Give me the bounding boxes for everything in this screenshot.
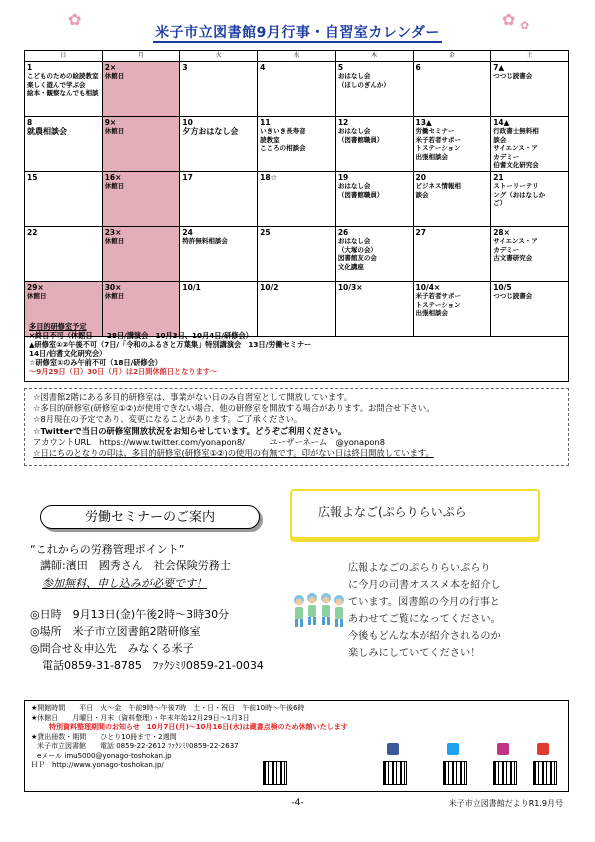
day-number: 28×: [493, 228, 510, 237]
day-number: 10/3×: [337, 283, 363, 292]
schedule-note: ▲研修室①②午後不可（7日/「令和のふるさと万葉集」特別講演会 13日/労働セミナー: [29, 340, 312, 349]
day-events: おはなし会 （大塚の会） 図書館友の会 文化講座: [337, 237, 377, 271]
twitter-icon[interactable]: [447, 743, 459, 755]
qr-code-icon: [493, 761, 517, 785]
calendar-day-cell: [102, 62, 180, 117]
day-number: 8: [27, 118, 33, 127]
day-number: 18☆: [260, 173, 278, 182]
day-number: 9×: [104, 118, 117, 127]
day-events: 行政書士無料相 談会 サイエンス・ア カデミー 伯耆文化研究会: [493, 127, 539, 169]
study-room-info-box: [24, 388, 569, 466]
weekday-header: 木: [335, 51, 413, 62]
day-number: 4: [260, 63, 266, 72]
day-events: こどものための絵読教室 楽しく遊んで学ぶ会 絵本・観察なんでも相談: [27, 72, 99, 97]
twitter-account-line: [33, 437, 560, 448]
flower-decoration-icon: ✿: [520, 19, 530, 32]
calendar-day-cell: [335, 62, 413, 117]
pr-description: [348, 560, 558, 662]
qr-code-icon: [263, 761, 287, 785]
calendar-day-cell: [102, 172, 180, 227]
calendar-week-row: [25, 227, 569, 282]
seminar-subtitle: “これからの労務管理ポイント”: [30, 543, 185, 556]
calendar-day-cell: [413, 172, 491, 227]
day-events: 労働セミナー 米子若者サポー トステーション 出張相談会: [415, 127, 462, 161]
seminar-place: ◎場所 米子市立図書館2階研修室: [30, 625, 201, 638]
calendar-day-cell: [25, 62, 103, 117]
day-events: おはなし会 （ほしのぎんか）: [337, 72, 390, 89]
calendar-day-cell: [180, 227, 258, 282]
closure-notice: ～9月29日（日）30日（月）は2日間休館日となります～: [29, 367, 218, 376]
pr-line: ています。図書館の今月の行事と: [348, 597, 500, 608]
day-number: 3: [182, 63, 188, 72]
publication-name: 米子市立図書館だよりR1.9月号: [448, 799, 563, 808]
day-events: おはなし会 （図書館職員）: [337, 182, 384, 199]
day-events: 米子若者サポー トステーション 出張相談会: [415, 292, 462, 317]
info-line: ☆多目的研修室(研修室①②)が使用できない場合、他の研修室を開放する場合があります。お問合せ下さい。: [33, 403, 435, 414]
schedule-note: ×終日不可（休館日 28日/講演会 10月3日、10月4日/研修会）: [29, 331, 253, 340]
day-events: 特許無料相談会: [182, 237, 228, 245]
schedule-note: ☆研修室①のみ午前不可（18日/研修会）: [29, 358, 162, 367]
twitter-username: ユーザーネーム @yonapon8: [269, 436, 386, 447]
calendar-day-cell: [102, 117, 180, 172]
calendar-day-cell: [25, 117, 103, 172]
day-number: 12: [337, 118, 349, 127]
flower-decoration-icon: ✿: [502, 10, 516, 29]
day-number: 25: [260, 228, 271, 237]
qr-code-icon: [383, 761, 407, 785]
library-email[interactable]: eメール imu5000@yonago-toshokan.jp: [37, 751, 172, 760]
calendar-day-cell: [491, 227, 569, 282]
library-homepage[interactable]: ＨＰ http://www.yonago-toshokan.jp/: [31, 761, 164, 769]
weekday-header: 土: [491, 51, 569, 62]
day-events: つつじ読書会: [493, 292, 533, 300]
day-number: 24: [182, 228, 193, 237]
day-number: 26: [337, 228, 349, 237]
weekday-header: 火: [180, 51, 258, 62]
day-number: 27: [415, 228, 426, 237]
pr-title: 広報よなご(ぷらりらいぷら: [318, 505, 467, 519]
day-events: 休館日: [27, 292, 47, 300]
calendar-day-cell: [258, 227, 336, 282]
info-line: ☆Twitterで当日の研修室開放状況をお知らせしています。どうぞご利用ください。: [33, 425, 347, 436]
page-number: -4-: [291, 798, 304, 808]
day-number: 13▲: [415, 118, 432, 127]
day-number: 10: [182, 118, 193, 127]
schedule-heading: 多目的研修室予定: [29, 322, 87, 331]
day-number: 10/5: [493, 283, 512, 292]
day-number: 22: [27, 228, 38, 237]
library-address: 米子市立図書館 電話 0859-22-2612 ﾌｧｸｼﾐﾘ0859-22-2637: [37, 742, 239, 750]
qr-code-icon: [533, 761, 557, 785]
day-number: 29×: [27, 283, 44, 292]
closed-days: ★休館日 月曜日・月末（資料整理）・年末年始12月29日～1月3日: [31, 713, 250, 722]
day-events: つつじ読書会: [493, 72, 533, 80]
day-number: 11: [260, 118, 271, 127]
calendar-day-cell: [335, 172, 413, 227]
day-number: 7▲: [493, 63, 505, 72]
calendar-week-row: [25, 62, 569, 117]
day-number: 17: [182, 173, 193, 182]
calendar-day-cell: [335, 227, 413, 282]
pr-line: 今後もどんな本が紹介されるのか: [348, 631, 501, 642]
day-number: 19: [337, 173, 349, 182]
calendar-day-cell: [102, 227, 180, 282]
seminar-contact: ◎問合せ＆申込先 みなくる米子: [30, 642, 194, 655]
calendar-day-cell: [180, 172, 258, 227]
twitter-url[interactable]: アカウントURL https://www.twitter.com/yonapon8/: [33, 436, 245, 447]
calendar-week-row: [25, 172, 569, 227]
children-illustration: [290, 590, 348, 640]
weekday-header: 水: [258, 51, 336, 62]
info-line: ☆日にちのとなりの印は、多目的研修室(研修室①②)の使用の有無です。印がない日は終日開放しています。: [33, 448, 434, 459]
event-calendar: [24, 50, 569, 337]
day-number: 23×: [104, 228, 122, 237]
seminar-lecturer: 講師:濱田 國秀さん 社会保険労務士: [40, 559, 231, 572]
pr-line: に今月の司書オススメ本を紹介し: [348, 580, 501, 591]
calendar-day-cell: [491, 172, 569, 227]
day-number: 10/1: [182, 283, 201, 292]
calendar-day-cell: [180, 117, 258, 172]
day-number: 14▲: [493, 118, 510, 127]
day-events: おはなし会 （図書館職員）: [337, 127, 384, 144]
calendar-day-cell: [258, 62, 336, 117]
qr-code-icon: [443, 761, 467, 785]
day-number: 16×: [104, 173, 122, 182]
day-events: ビジネス情報相 談会: [415, 182, 461, 199]
seminar-registration-note: 参加無料、申し込みが必要です！: [42, 577, 207, 590]
weekday-header: 日: [25, 51, 103, 62]
flower-decoration-icon: ✿: [68, 10, 82, 29]
opening-hours: ★開館時間 平日 火～金 午前9時～午後7時 土・日・祝日 午前10時～午後6時: [31, 704, 305, 712]
calendar-day-cell: [180, 62, 258, 117]
day-number: 10/4×: [415, 283, 441, 292]
day-events: 休館日: [104, 182, 125, 190]
calendar-week-row: [25, 117, 569, 172]
day-events: ストーリーテリ ング（おはなしか ご）: [493, 182, 546, 207]
day-number: 21: [493, 173, 504, 182]
day-events: 休館日: [104, 72, 125, 80]
day-number: 20: [415, 173, 426, 182]
day-number: 10/2: [260, 283, 279, 292]
instagram-icon[interactable]: [497, 743, 509, 755]
calendar-day-cell: [491, 62, 569, 117]
day-events: 休館日: [104, 237, 125, 245]
day-events: いきいき長寿音 読教室 こころの相談会: [260, 127, 306, 152]
weekday-header: 金: [413, 51, 491, 62]
weekday-header: 月: [102, 51, 180, 62]
calendar-day-cell: [413, 62, 491, 117]
youtube-icon[interactable]: [537, 743, 549, 755]
day-number: 2×: [104, 63, 117, 72]
day-number: 1: [27, 63, 33, 72]
seminar-date: ◎日時 9月13日(金)午後2時～3時30分: [30, 608, 230, 621]
day-events: 就農相談会: [27, 127, 67, 136]
study-room-schedule-notes: [24, 320, 569, 382]
library-info-footer: [24, 700, 569, 792]
pr-line: 楽しみにしていてください！: [348, 648, 481, 659]
facebook-icon[interactable]: [387, 743, 399, 755]
day-events: 夕方おはなし会: [182, 127, 239, 136]
seminar-title: 労働セミナーのご案内: [40, 505, 260, 529]
page-title: 米子市立図書館9月行事・自習室カレンダー: [155, 25, 440, 41]
seminar-phone: 電話0859-31-8785 ﾌｧｸｼﾐﾘ0859-21-0034: [42, 659, 264, 672]
pr-line: あわせてご覧になってください。: [348, 614, 501, 625]
day-events: 休館日: [104, 292, 125, 300]
calendar-day-cell: [491, 117, 569, 172]
day-number: 30×: [104, 283, 122, 292]
day-number: 6: [415, 63, 421, 72]
info-line: ☆図書館2階にある多目的研修室は、事業がない日のみ自習室として開放しています。: [33, 392, 353, 402]
calendar-day-cell: [413, 117, 491, 172]
calendar-day-cell: [258, 117, 336, 172]
day-number: 5: [337, 63, 344, 72]
schedule-note: 14日/伯耆文化研究会）: [29, 349, 107, 358]
day-number: 15: [27, 173, 38, 182]
day-events: 休館日: [104, 127, 125, 135]
day-events: サイエンス・ア カデミー 古文書研究会: [493, 237, 538, 262]
calendar-day-cell: [413, 227, 491, 282]
pr-line: 広報よなごのぷらりらいぷらり: [348, 563, 491, 574]
loan-limit: ★貸出冊数・期間 ひとり10冊まで・2週間: [31, 732, 177, 741]
calendar-day-cell: [258, 172, 336, 227]
special-closure-notice: 特別資料整理期間のお知らせ 10月7日(月)～10月16日(水)は蔵書点検のため休館いたします: [49, 723, 348, 731]
calendar-day-cell: [25, 172, 103, 227]
calendar-day-cell: [25, 227, 103, 282]
info-line: ☆8月現在の予定であり、変更になることがあります。ご了承ください。: [33, 414, 303, 425]
calendar-day-cell: [335, 117, 413, 172]
